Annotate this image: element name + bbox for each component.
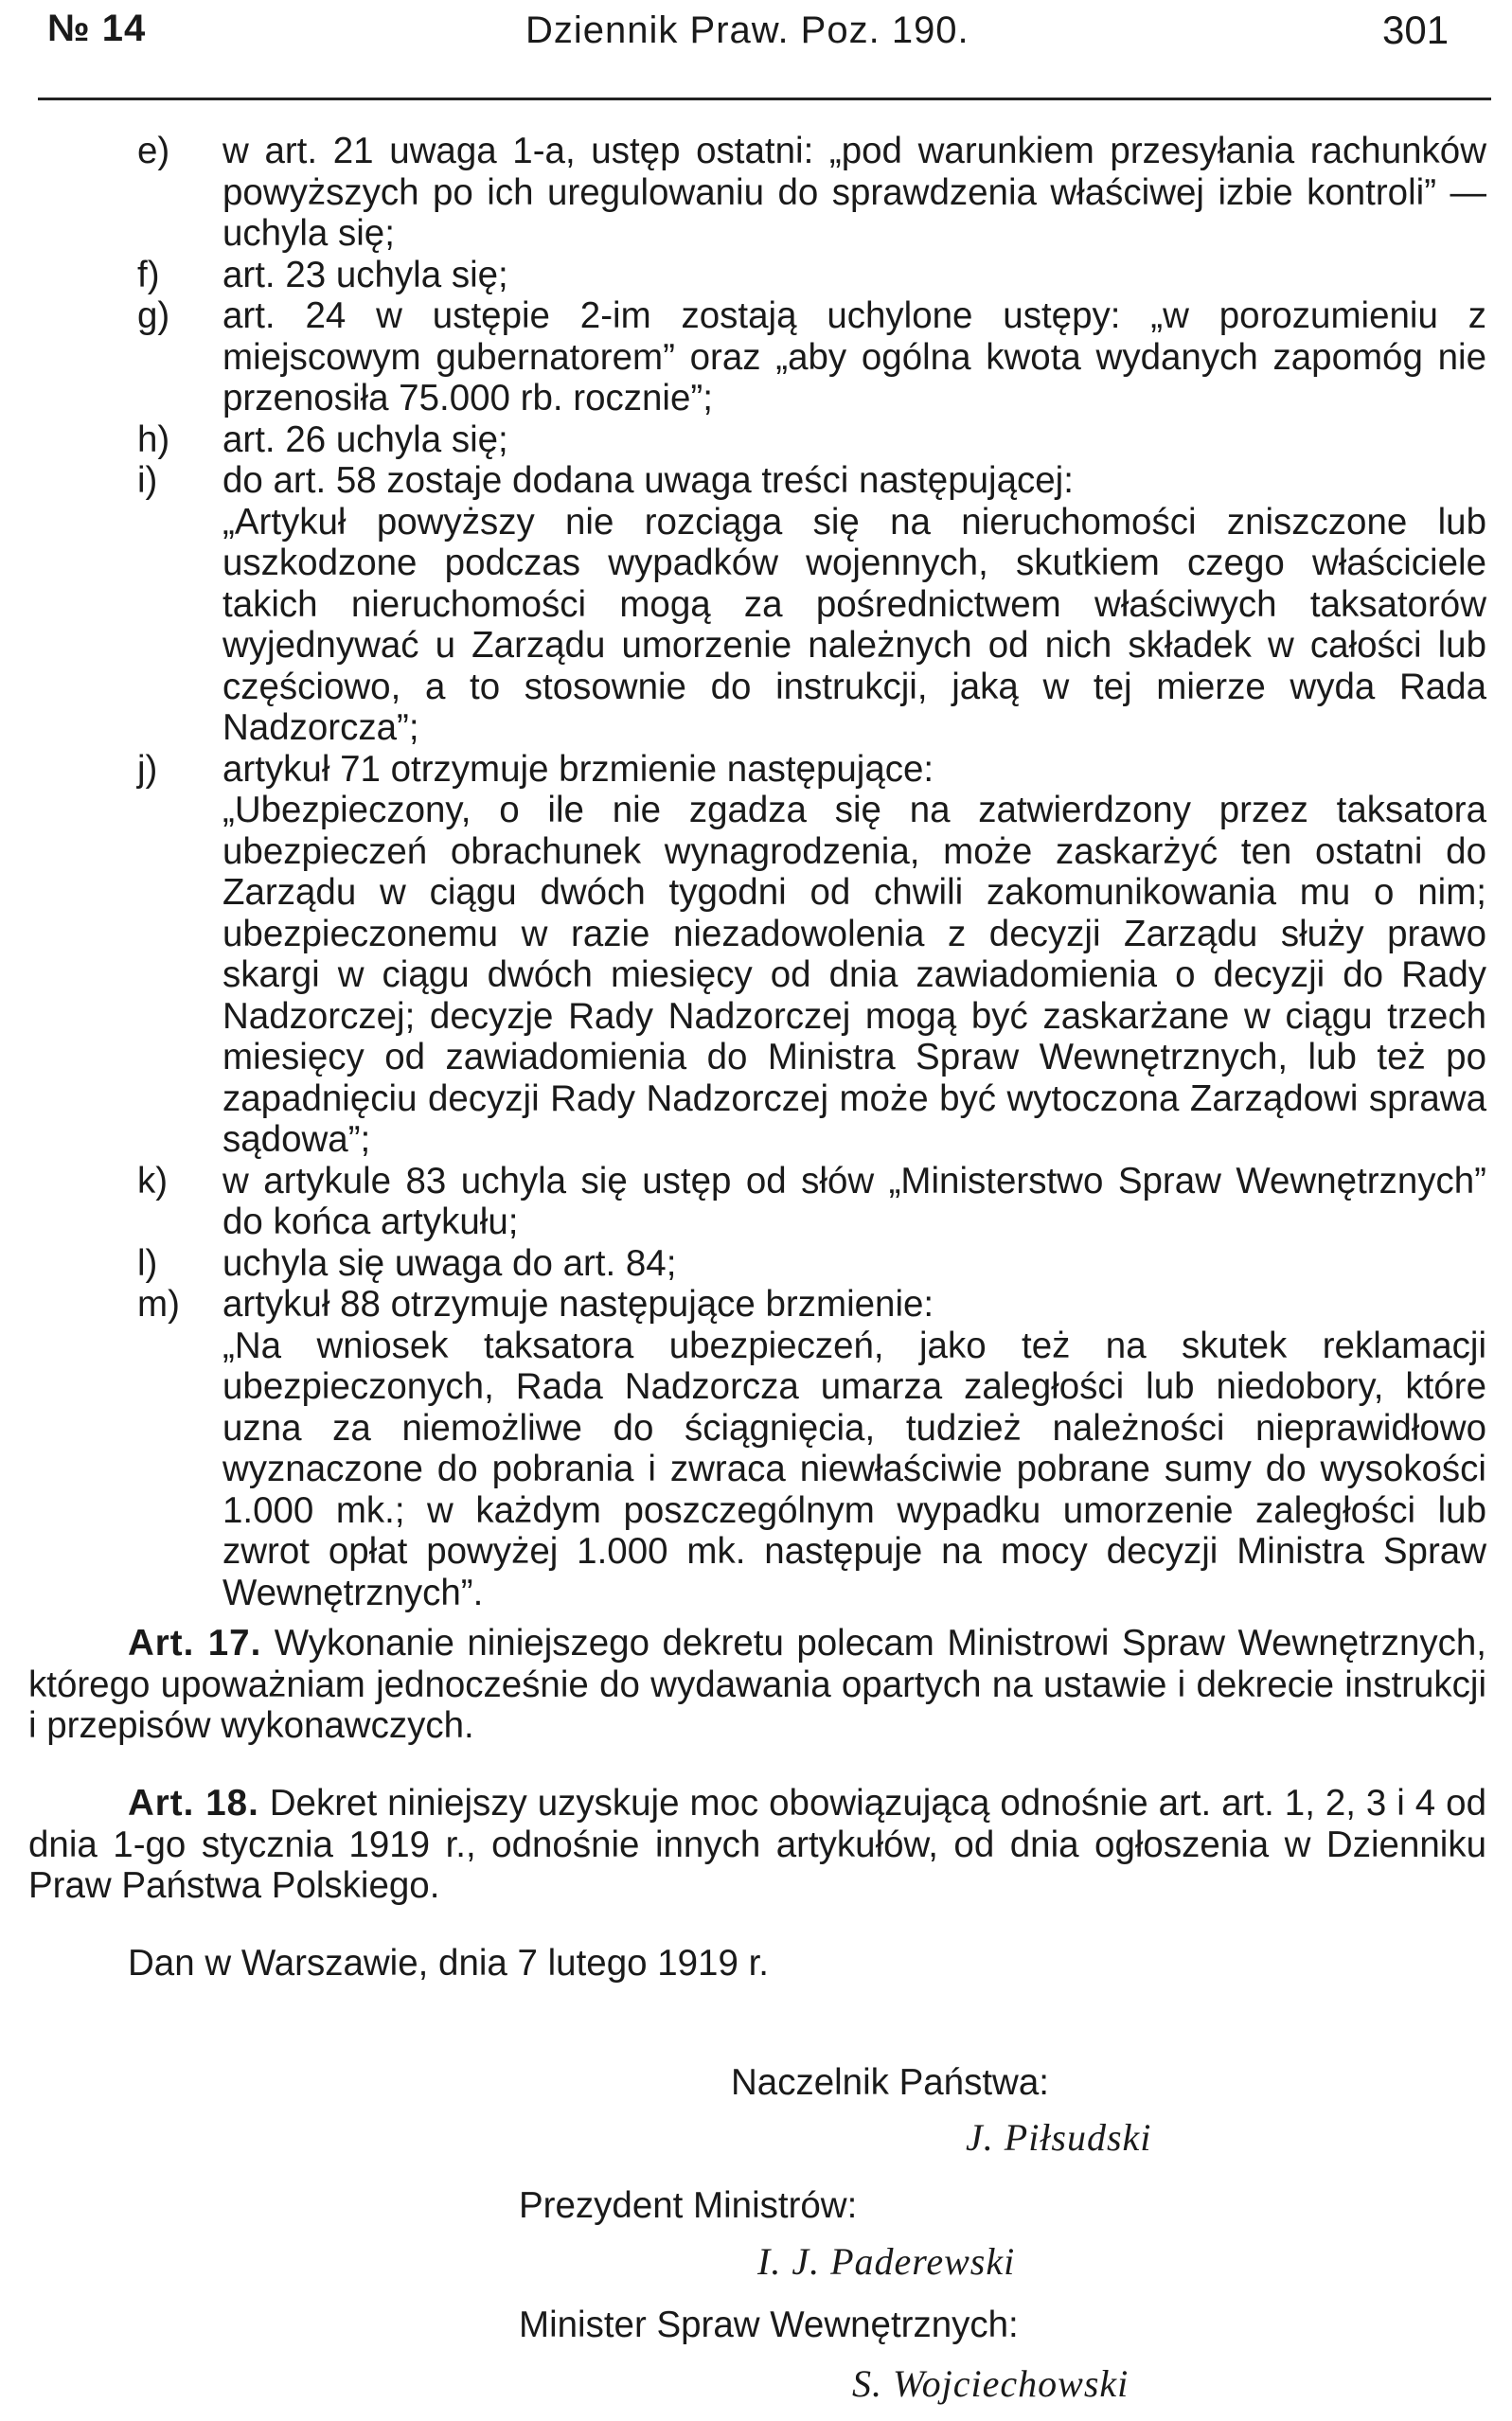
decree-body xyxy=(28,131,1486,2020)
item-text: artykuł 71 otrzymuje brzmienie następujące: xyxy=(222,748,934,790)
item-letter: l) xyxy=(137,1242,158,1284)
item-letter: h) xyxy=(137,418,170,460)
place-and-date: Dan w Warszawie, dnia 7 lutego 1919 r. xyxy=(128,1943,769,1984)
item-text: art. 26 uchyla się; xyxy=(222,418,508,460)
article-text: Wykonanie niniejszego dekretu polecam Ministrowi Spraw Wewnętrznych, którego upoważniam jednocześnie do wydawania opartych na ustawie i dekrecie instrukcji i przepisów wykonawczych. xyxy=(28,1623,1486,1746)
item-letter: e) xyxy=(137,131,170,171)
amendment-item xyxy=(28,255,1486,296)
item-letter: j) xyxy=(137,748,158,790)
article-label: Art. 17. xyxy=(128,1623,262,1664)
page-number: 301 xyxy=(1382,8,1450,52)
article-18 xyxy=(28,1783,1486,1907)
article-label: Art. 18. xyxy=(128,1783,259,1824)
item-text: uchyla się uwaga do art. 84; xyxy=(222,1242,677,1284)
signature-name: I. J. Paderewski xyxy=(757,2240,1016,2283)
item-text: w artykule 83 uchyla się ustęp od słów „Ministerstwo Spraw Wewnętrznych” do końca artykułu; xyxy=(222,1160,1486,1242)
signature-name: J. Piłsudski xyxy=(966,2116,1152,2159)
item-text: artykuł 88 otrzymuje następujące brzmienie: xyxy=(222,1284,934,1325)
page-header xyxy=(0,0,1512,104)
item-text: w art. 21 uwaga 1-a, ustęp ostatni: „pod warunkiem przesyłania rachunków powyższych po ich uregulowaniu do sprawdzenia właściwej izbie kontroli” — uchyla się; xyxy=(222,131,1486,254)
signature-name: S. Wojciechowski xyxy=(852,2362,1130,2405)
article-text: Dekret niniejszy uzyskuje moc obowiązującą odnośnie art. art. 1, 2, 3 i 4 od dnia 1-go stycznia 1919 r., odnośnie innych artykułów, od dnia ogłoszenia w Dzienniku Praw Państwa Polskiego. xyxy=(28,1783,1486,1906)
running-title: Dziennik Praw. Poz. 190. xyxy=(525,9,969,51)
signature-title: Naczelnik Państwa: xyxy=(731,2062,1049,2103)
item-letter: i) xyxy=(137,460,158,501)
item-text: art. 24 w ustępie 2-im zostają uchylone ustępy: „w porozumieniu z miejscowym gubernatorem” oraz „aby ogólna kwota wydanych zapomóg nie przenosiła 75.000 rb. rocznie”; xyxy=(222,295,1486,418)
issue-number: № 14 xyxy=(47,8,147,49)
amendment-item xyxy=(28,295,1486,419)
item-quote: „Artykuł powyższy nie rozciąga się na nieruchomości zniszczone lub uszkodzone podczas wypadków wojennych, skutkiem czego właściciele takich nieruchomości mogą za pośrednictwem właściwych taksatorów wyjednywać u Zarządu umorzenie należnych od nich składek w całości lub częściowo, a to stosownie do instrukcji, jaką w tej mierze wyda Rada Nadzorcza”; xyxy=(222,501,1486,748)
amendment-item xyxy=(28,749,1486,1161)
signature-title: Minister Spraw Wewnętrznych: xyxy=(519,2305,1019,2345)
item-letter: f) xyxy=(137,254,160,295)
item-quote: „Na wniosek taksatora ubezpieczeń, jako też na skutek reklamacji ubezpieczonych, Rada Nadzorcza umarza zaległości lub niedobory, które uzna za niemożliwe do ściągnięcia, tudzież należności nieprawidłowo wyznaczone do pobrania i zwraca niewłaściwie pobrane sumy do wysokości 1.000 mk.; w każdym poszczególnym wypadku umorzenie zaległości lub zwrot opłat powyżej 1.000 mk. następuje na mocy decyzji Ministra Spraw Wewnętrznych”. xyxy=(222,1325,1486,1613)
signature-title: Prezydent Ministrów: xyxy=(519,2185,858,2226)
item-text: do art. 58 zostaje dodana uwaga treści następującej: xyxy=(222,460,1074,501)
amendment-item xyxy=(28,131,1486,255)
item-letter: g) xyxy=(137,295,170,336)
item-quote: „Ubezpieczony, o ile nie zgadza się na zatwierdzony przez taksatora ubezpieczeń obrachunek wynagrodzenia, może zaskarżyć ten ostatni do Zarządu w ciągu dwóch tygodni od chwili zakomunikowania mu o nim; ubezpieczonemu w razie niezadowolenia z decyzji Zarządu służy prawo skargi w ciągu dwóch miesięcy od dnia zawiadomienia o decyzji do Rady Nadzorczej; decyzje Rady Nadzorczej mogą być zaskarżane w ciągu trzech miesięcy od zawiadomienia do Ministra Spraw Wewnętrznych, lub też po zapadnięciu decyzji Rady Nadzorczej może być wytoczona Zarządowi sprawa sądowa”; xyxy=(222,790,1486,1160)
item-letter: m) xyxy=(137,1284,180,1325)
amendment-item xyxy=(28,1161,1486,1243)
item-letter: k) xyxy=(137,1160,169,1202)
amendment-item xyxy=(28,419,1486,461)
amendment-item xyxy=(28,460,1486,749)
item-text: art. 23 uchyla się; xyxy=(222,254,508,295)
header-rule xyxy=(38,98,1491,100)
amendment-item xyxy=(28,1284,1486,1613)
article-17 xyxy=(28,1623,1486,1747)
amendment-item xyxy=(28,1243,1486,1285)
